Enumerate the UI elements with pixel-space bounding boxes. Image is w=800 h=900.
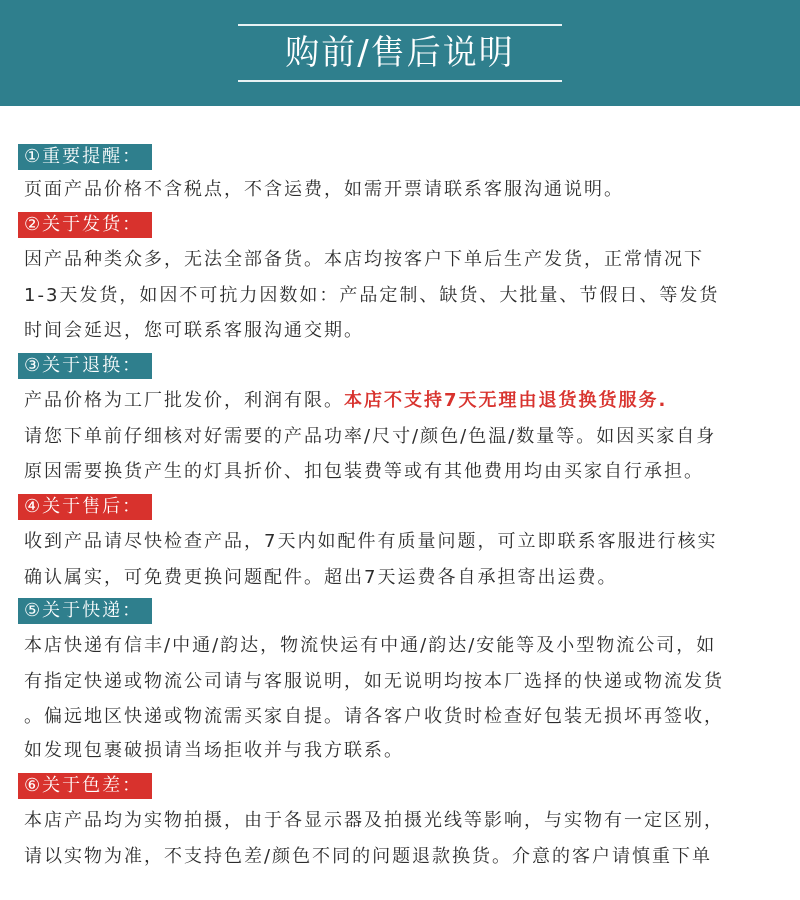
section-text-line: 因产品种类众多，无法全部备货。本店均按客户下单后生产发货，正常情况下 [24,249,704,270]
section-label-express: ⑤关于快递： [18,598,152,624]
section-text-line: 请您下单前仔细核对好需要的产品功率/尺寸/颜色/色温/数量等。如因买家自身 [24,426,717,447]
header-banner [0,0,800,106]
section-text-line: 本店快递有信丰/中通/韵达，物流快运有中通/韵达/安能等及小型物流公司，如 [24,635,717,656]
section-text-line-mixed [24,388,794,414]
section-text-line: 。偏远地区快递或物流需买家自提。请各客户收货时检查好包装无损坏再签收， [24,706,724,727]
section-text-line: 收到产品请尽快检查产品，7天内如配件有质量问题，可立即联系客服进行核实 [24,531,718,552]
header-top-rule [238,24,562,26]
section-text-line: 页面产品价格不含税点，不含运费，如需开票请联系客服沟通说明。 [24,179,624,200]
section-text-line: 有指定快递或物流公司请与客服说明，如无说明均按本厂选择的快递或物流发货 [24,671,724,692]
section-label-returns: ③关于退换： [18,353,152,379]
header-bottom-rule [238,80,562,82]
section-text-line: 如发现包裹破损请当场拒收并与我方联系。 [24,740,404,761]
section-text-line: 时间会延迟，您可联系客服沟通交期。 [24,320,364,341]
section-text-line: 1-3天发货，如因不可抗力因数如：产品定制、缺货、大批量、节假日、等发货 [24,285,720,306]
section-text-line: 请以实物为准，不支持色差/颜色不同的问题退款换货。介意的客户请慎重下单 [24,846,713,867]
section-label-reminder: ①重要提醒： [18,144,152,170]
returns-highlight-text: 本店不支持7天无理由退货换货服务. [344,390,668,411]
section-label-after-sales: ④关于售后： [18,494,152,520]
section-text-line: 原因需要换货产生的灯具折价、扣包装费等或有其他费用均由买家自行承担。 [24,461,704,482]
page-title: 购前/售后说明 [285,33,515,73]
returns-normal-text: 产品价格为工厂批发价，利润有限。 [24,390,344,411]
section-text-line: 确认属实，可免费更换问题配件。超出7天运费各自承担寄出运费。 [24,567,618,588]
section-text-line: 本店产品均为实物拍摄，由于各显示器及拍摄光线等影响，与实物有一定区别， [24,810,724,831]
section-label-shipping: ②关于发货： [18,212,152,238]
section-label-color-difference: ⑥关于色差： [18,773,152,799]
